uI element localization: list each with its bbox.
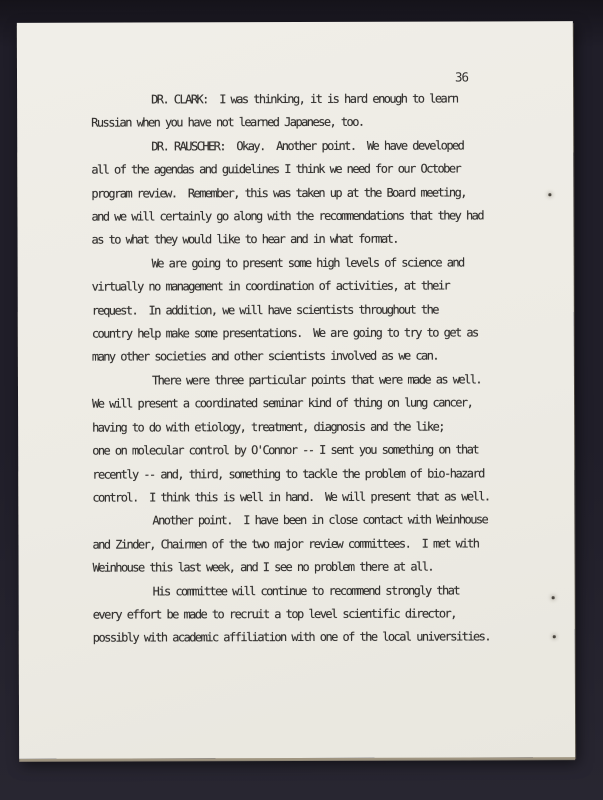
- text-line: recently -- and, third, something to tackle the problem of bio-hazard: [92, 465, 484, 482]
- text-line: and Zinder, Chairmen of the two major review committees. I met with: [92, 536, 479, 552]
- ink-speck: [548, 193, 551, 196]
- ink-speck: [552, 596, 555, 599]
- text-line: having to do with etiology, treatment, diagnosis and the like;: [92, 419, 444, 435]
- text-line: Russian when you have not learned Japanese, too.: [91, 115, 364, 131]
- text-line: country help make some presentations. We are going to try to get as: [91, 325, 478, 341]
- text-line: possibly with academic affiliation with one of the local universities.: [92, 629, 491, 645]
- text-line: one on molecular control by O'Connor -- I sent you something on that: [92, 442, 479, 458]
- text-line: virtually no management in coordination of activities, at their: [91, 278, 450, 294]
- text-line: many other societies and other scientists involved as we can.: [91, 349, 439, 365]
- ink-speck: [553, 635, 556, 638]
- text-line: DR. CLARK: I was thinking, it is hard enough to learn: [151, 91, 458, 107]
- text-line: all of the agendas and guidelines I think we need for our October: [91, 161, 461, 177]
- document-page: [17, 21, 575, 759]
- text-line: DR. RAUSCHER: Okay. Another point. We have developed: [151, 138, 464, 154]
- text-line: every effort be made to recruit a top level scientific director,: [92, 606, 456, 622]
- text-line: We are going to present some high levels of science and: [151, 255, 464, 271]
- text-line: control. I think this is well in hand. We will present that as well.: [92, 489, 490, 505]
- text-line: Another point. I have been in close contact with Weinhouse: [152, 512, 488, 528]
- text-line: request. In addition, we will have scientists throughout the: [91, 302, 438, 318]
- page-number: 36: [454, 69, 469, 85]
- text-line: Weinhouse this last week, and I see no problem there at all.: [92, 559, 434, 575]
- text-line: There were three particular points that were made as well.: [151, 372, 482, 388]
- document-body: [91, 87, 555, 650]
- text-line: program review. Remember, this was taken up at the Board meeting,: [91, 185, 466, 201]
- text-line: We will present a coordinated seminar kind of thing on lung cancer,: [92, 395, 473, 411]
- scan-artifacts: [17, 21, 573, 23]
- text-line: His committee will continue to recommend strongly that: [152, 583, 460, 598]
- text-line: and we will certainly go along with the recommendations that they had: [91, 208, 484, 224]
- text-line: as to what they would like to hear and in what format.: [91, 232, 398, 248]
